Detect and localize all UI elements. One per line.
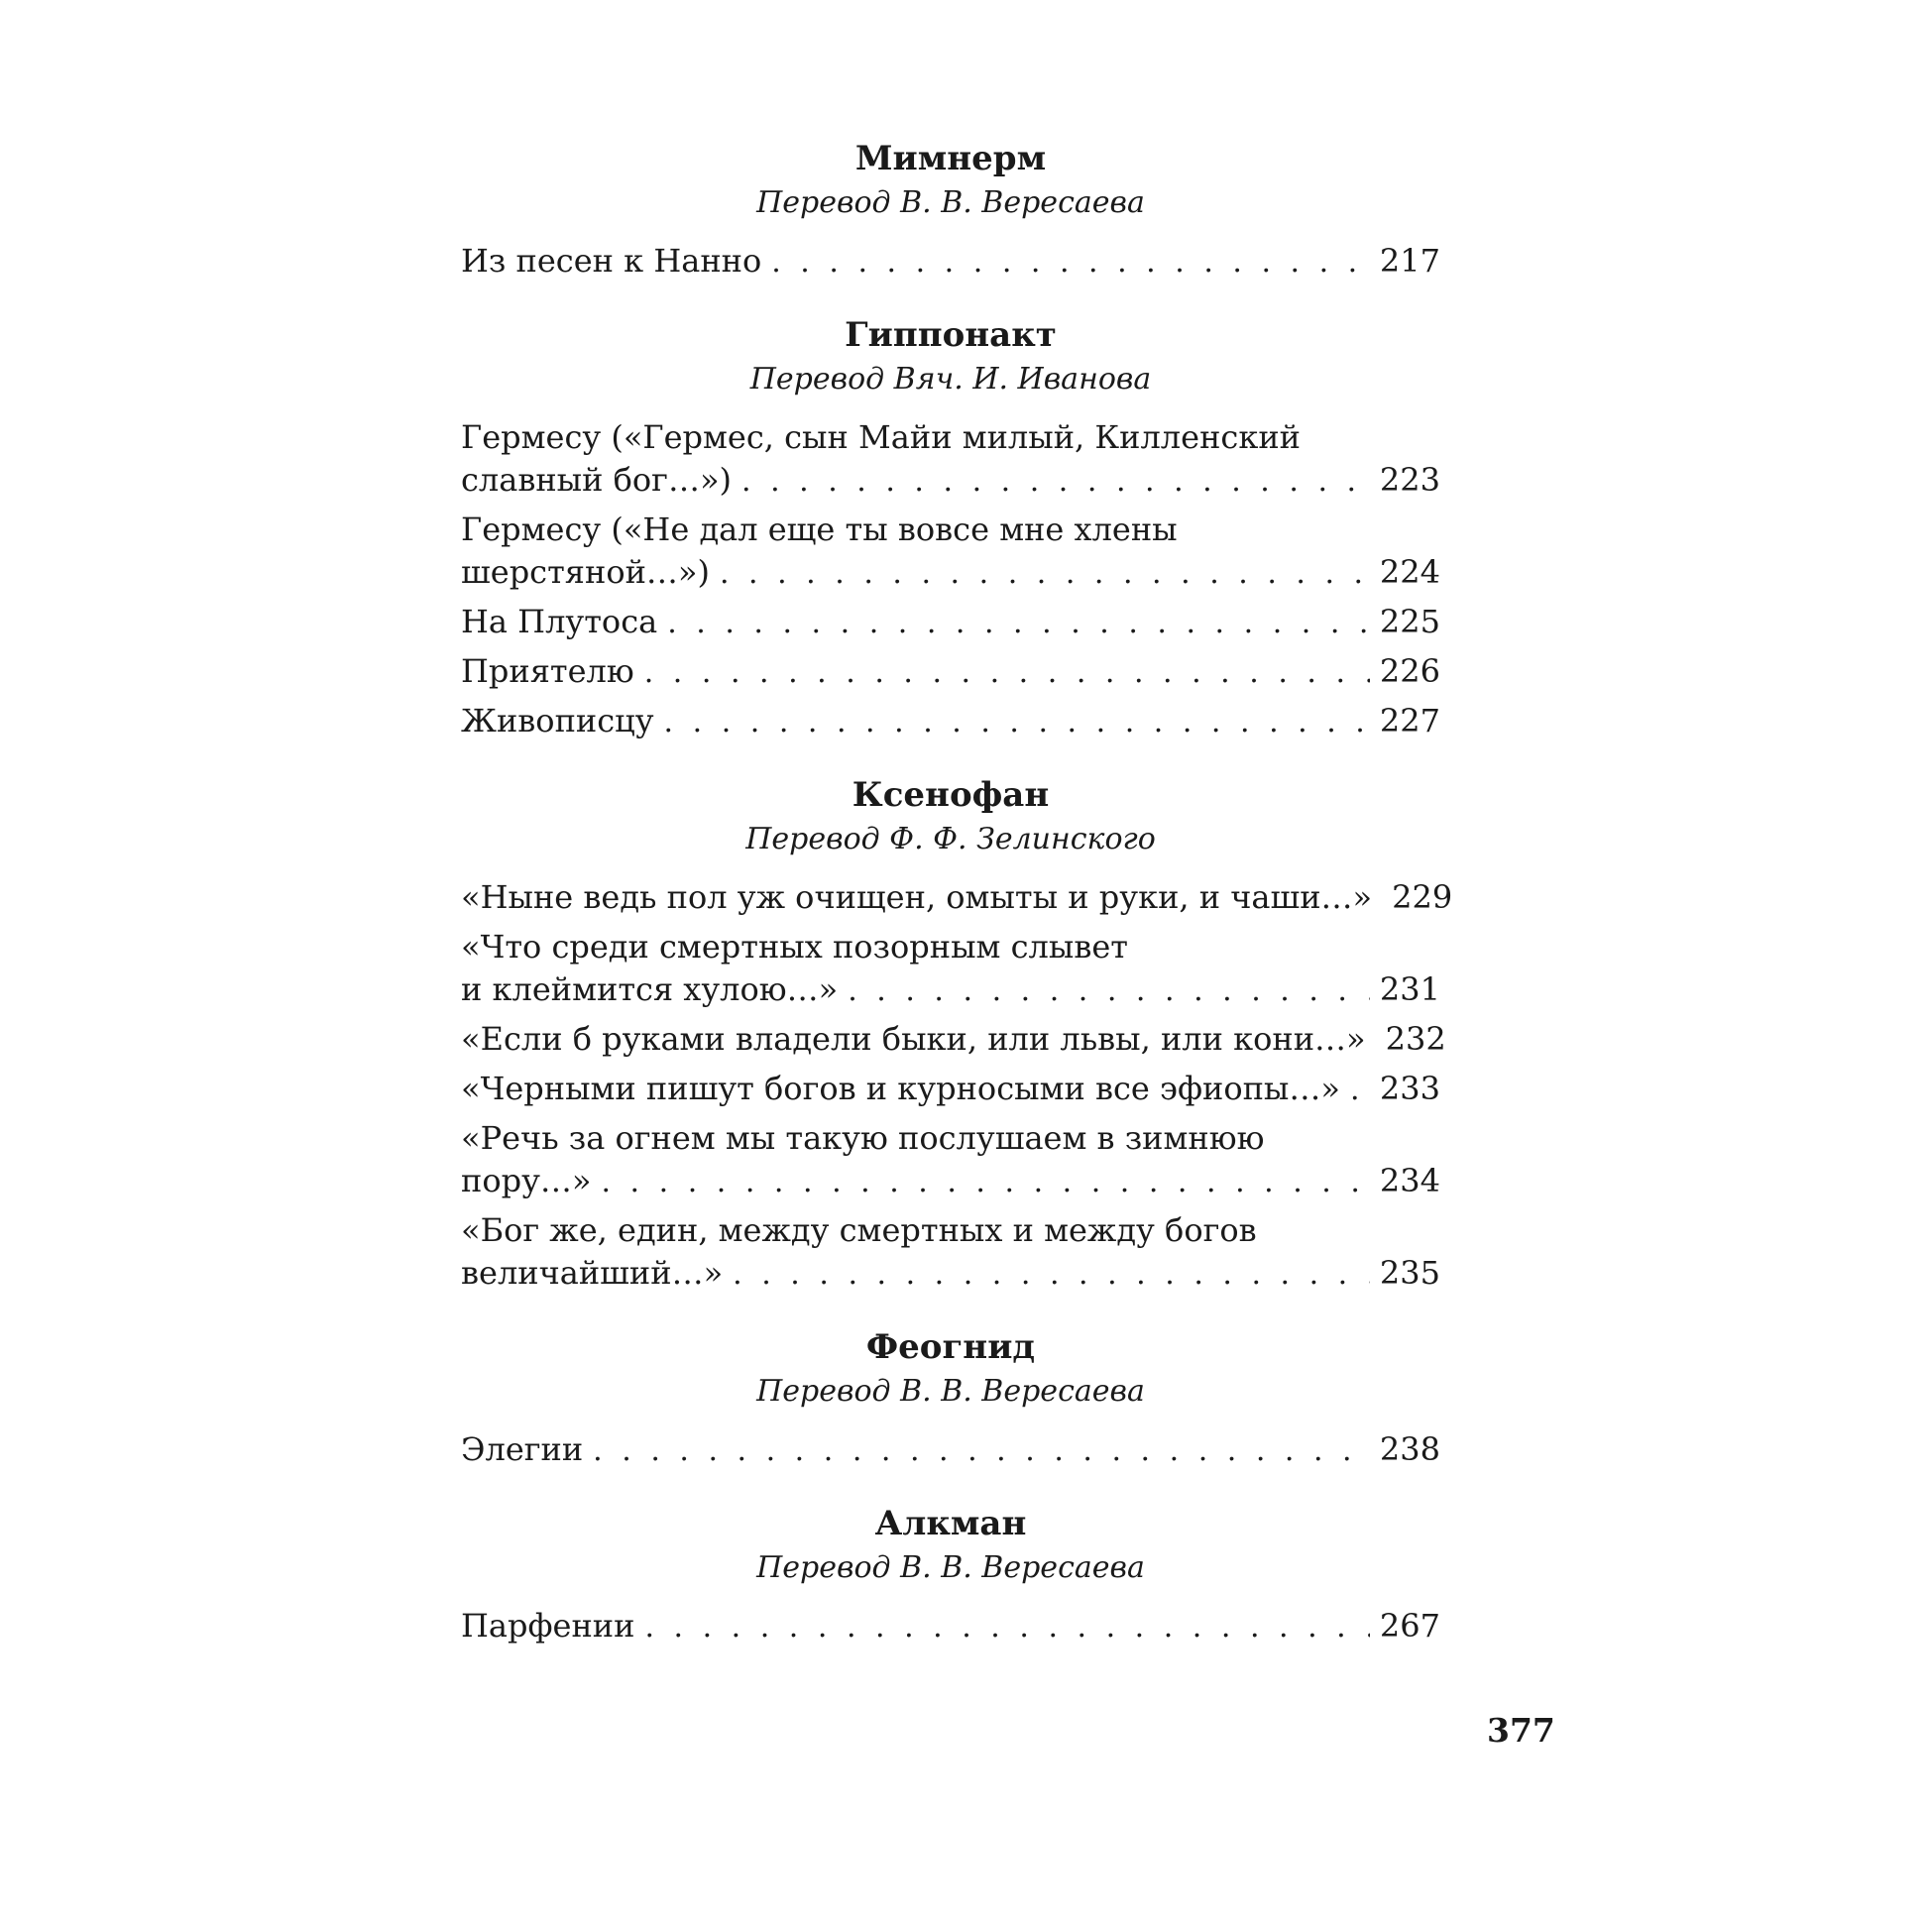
section-author: Гиппонакт: [845, 315, 1057, 355]
section-translator: Перевод Вяч. И. Иванова: [749, 362, 1152, 397]
dot-leader: [644, 1606, 1369, 1648]
section-author: Алкман: [874, 1504, 1027, 1543]
entry-title-line: Гермесу («Не дал еще ты вовсе мне хлены: [461, 511, 1178, 548]
dot-leader: [848, 969, 1370, 1012]
dot-leader: [644, 651, 1370, 694]
dot-leader: [667, 602, 1370, 644]
toc-entry[interactable]: [461, 416, 1440, 503]
entry-title-line: и клеймится хулою…»: [461, 970, 839, 1008]
section-translator: Перевод В. В. Вересаева: [756, 1550, 1145, 1585]
toc-entry[interactable]: [461, 1018, 1446, 1062]
toc-section: [461, 1325, 1440, 1472]
entry-title-line: «Если б руками владели быки, или львы, или кони…»: [461, 1020, 1366, 1058]
toc-section: [461, 313, 1440, 743]
dot-leader: [601, 1161, 1369, 1203]
toc-section: [461, 773, 1453, 1296]
entry-title-line: «Что среди смертных позорным слывет: [461, 928, 1128, 966]
dot-leader: [733, 1253, 1370, 1296]
entry-title-line: «Речь за огнем мы такую послушаем в зимнюю: [461, 1119, 1265, 1157]
dot-leader: [741, 460, 1370, 503]
entry-page-number: 233: [1379, 1070, 1440, 1107]
page-number: 377: [1487, 1711, 1555, 1750]
entry-page-number: 234: [1379, 1162, 1440, 1199]
entry-title-line: Гермесу («Гермес, сын Майи милый, Килленский: [461, 418, 1301, 456]
section-translator: Перевод Ф. Ф. Зелинского: [745, 822, 1156, 856]
entry-title-line: славный бог…»): [461, 461, 732, 499]
entry-title-line: пору…»: [461, 1162, 592, 1199]
entry-title-line: Приятелю: [461, 652, 634, 690]
entry-page-number: 226: [1379, 652, 1440, 690]
entry-page-number: 267: [1379, 1607, 1440, 1645]
table-of-contents: [461, 137, 1453, 1654]
entry-page-number: 227: [1379, 702, 1440, 739]
entry-page-number: 225: [1379, 603, 1440, 640]
entry-title-line: величайший…»: [461, 1254, 724, 1292]
entry-title-line: Живописцу: [461, 702, 654, 739]
toc-section: [461, 1502, 1440, 1648]
entry-title-line: «Бог же, един, между смертных и между богов: [461, 1211, 1257, 1249]
toc-entry[interactable]: [461, 1428, 1440, 1472]
entry-title-line: Из песен к Нанно: [461, 242, 762, 280]
entry-page-number: 232: [1385, 1020, 1446, 1058]
entry-title-line: «Черными пишут богов и курносыми все эфиопы…»: [461, 1070, 1340, 1107]
toc-entry[interactable]: [461, 240, 1440, 284]
entry-page-number: 223: [1379, 461, 1440, 499]
entry-page-number: 238: [1379, 1430, 1440, 1468]
entry-title-line: Парфении: [461, 1607, 635, 1645]
toc-entry[interactable]: [461, 601, 1440, 644]
entry-page-number: 235: [1379, 1254, 1440, 1292]
toc-entry[interactable]: [461, 1117, 1440, 1203]
toc-entry[interactable]: [461, 1605, 1440, 1648]
dot-leader: [664, 701, 1370, 743]
dot-leader: [720, 552, 1370, 595]
section-author: Феогнид: [865, 1327, 1036, 1367]
toc-section: [461, 137, 1440, 284]
section-translator: Перевод В. В. Вересаева: [756, 185, 1145, 220]
toc-entry[interactable]: [461, 700, 1440, 743]
entry-page-number: 229: [1392, 878, 1453, 916]
toc-entry[interactable]: [461, 1209, 1440, 1296]
entry-page-number: 231: [1379, 970, 1440, 1008]
dot-leader: [1350, 1069, 1370, 1111]
toc-entry[interactable]: [461, 509, 1440, 595]
toc-entry[interactable]: [461, 926, 1440, 1012]
section-translator: Перевод В. В. Вересаева: [756, 1374, 1145, 1409]
section-author: Мимнерм: [854, 139, 1047, 178]
entry-title-line: «Ныне ведь пол уж очищен, омыты и руки, и чаши…»: [461, 878, 1373, 916]
entry-title-line: шерстяной…»): [461, 553, 710, 591]
dot-leader: [593, 1429, 1370, 1472]
entry-title-line: Элегии: [461, 1430, 584, 1468]
toc-entry[interactable]: [461, 650, 1440, 694]
section-author: Ксенофан: [852, 775, 1050, 815]
entry-title-line: На Плутоса: [461, 603, 658, 640]
toc-entry[interactable]: [461, 1068, 1440, 1111]
entry-page-number: 217: [1379, 242, 1440, 280]
dot-leader: [771, 241, 1370, 284]
toc-entry[interactable]: [461, 876, 1453, 920]
entry-page-number: 224: [1379, 553, 1440, 591]
